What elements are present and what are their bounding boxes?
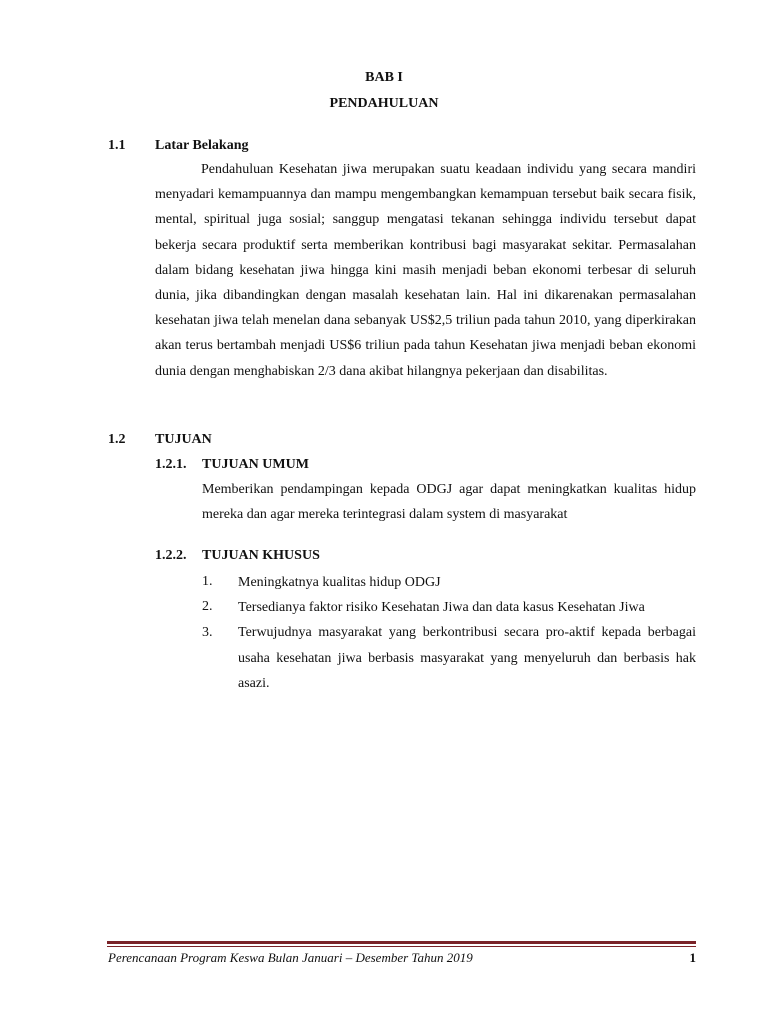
- subsection-title: TUJUAN UMUM: [202, 457, 309, 472]
- background-paragraph-text: Pendahuluan Kesehatan jiwa merupakan suatu keadaan individu yang secara mandiri menyadari kemampuannya dan mampu mengembangkan kemampuan tersebut baik secara fisik, mental, spiritual juga sosial; sanggup mengatasi tekanan sehingga individu tersebut dapat bekerja secara produktif serta memberikan kontribusi bagi masyarakat sekitar. Permasalahan dalam bidang kesehatan jiwa hingga kini masih menjadi beban ekonomi terbesar di seluruh dunia, jika dibandingkan dengan masalah kesehatan lain. Hal ini dikarenakan permasalahan kesehatan jiwa telah menelan dana sebanyak US$2,5 triliun pada tahun 2010, yang diperkirakan akan terus bertambah menjadi US$6 triliun pada tahun Kesehatan jiwa menjadi beban ekonomi dunia dengan menghabiskan 2/3 dana akibat hilangnya pekerjaan dan disabilitas.: [155, 162, 696, 379]
- subsection-title: TUJUAN KHUSUS: [202, 548, 320, 563]
- background-paragraph: [155, 157, 696, 384]
- general-objective-paragraph: Memberikan pendampingan kepada ODGJ agar dapat meningkatkan kualitas hidup mereka dan agar mereka terintegrasi dalam system di masyarakat: [202, 482, 696, 522]
- chapter-label: BAB I: [365, 70, 403, 85]
- footer-divider-thin: [107, 946, 696, 947]
- section-number: 1.1: [108, 138, 126, 153]
- footer-divider: [107, 941, 696, 944]
- subsection-number: 1.2.1.: [155, 457, 187, 472]
- section-number: 1.2: [108, 432, 126, 447]
- subsection-number: 1.2.2.: [155, 548, 187, 563]
- chapter-title: PENDAHULUAN: [329, 96, 439, 111]
- section-title: Latar Belakang: [155, 138, 249, 153]
- list-item-number: 1.: [202, 574, 213, 589]
- list-item-number: 2.: [202, 599, 213, 614]
- list-item: Tersedianya faktor risiko Kesehatan Jiwa dan data kasus Kesehatan Jiwa: [238, 600, 645, 615]
- footer-text: Perencanaan Program Keswa Bulan Januari – Desember Tahun 2019: [108, 950, 473, 965]
- list-item: Meningkatnya kualitas hidup ODGJ: [238, 575, 441, 590]
- list-item: Terwujudnya masyarakat yang berkontribusi secara pro-aktif kepada berbagai usaha kesehatan jiwa berbasis masyarakat yang menyeluruh dan berbasis hak asazi.: [238, 625, 696, 691]
- list-item-number: 3.: [202, 625, 213, 640]
- section-title: TUJUAN: [155, 432, 212, 447]
- page-number: 1: [689, 950, 696, 965]
